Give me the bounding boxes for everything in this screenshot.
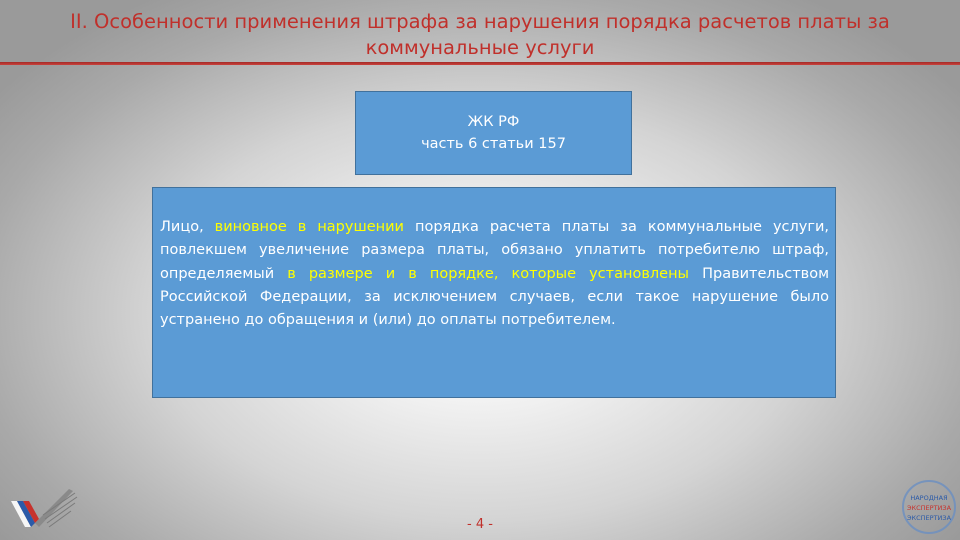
right-logo-line-2: ЭКСПЕРТИЗА — [906, 504, 952, 512]
law-reference-article: часть 6 статьи 157 — [421, 136, 566, 152]
law-reference-code: ЖК РФ — [467, 114, 520, 130]
slide-title — [40, 9, 920, 61]
right-logo-line-1: НАРОДНАЯ — [910, 494, 948, 502]
title-divider — [0, 62, 960, 65]
law-text-part-3: Правительством Российской Федерации, за исключением случаев, если такое нарушение было устранено до обращения и (или) до оплаты потребителем. — [160, 265, 830, 329]
law-text-part-1: Лицо, — [160, 219, 215, 235]
onf-logo-icon — [9, 487, 81, 537]
law-reference-box — [355, 91, 632, 175]
right-logo-line-3: ЭКСПЕРТИЗА — [906, 514, 952, 522]
law-text-box — [152, 187, 836, 398]
law-text-part-2: порядка расчета платы за коммунальные услуги, повлекшем увеличение размера платы, обязано уплатить потребителю штраф, определяемый — [160, 219, 830, 282]
slide-title-line-2: коммунальные услуги — [365, 36, 595, 59]
law-text-highlight-2: в размере и в порядке, которые установлены — [287, 265, 690, 282]
narodnaya-ekspertiza-logo-icon — [900, 478, 958, 536]
page-number: - 4 - — [467, 517, 493, 532]
law-text-highlight-1: виновное в нарушении — [214, 219, 404, 235]
slide-title-line-1: II. Особенности применения штрафа за нарушения порядка расчетов платы за — [70, 10, 890, 33]
